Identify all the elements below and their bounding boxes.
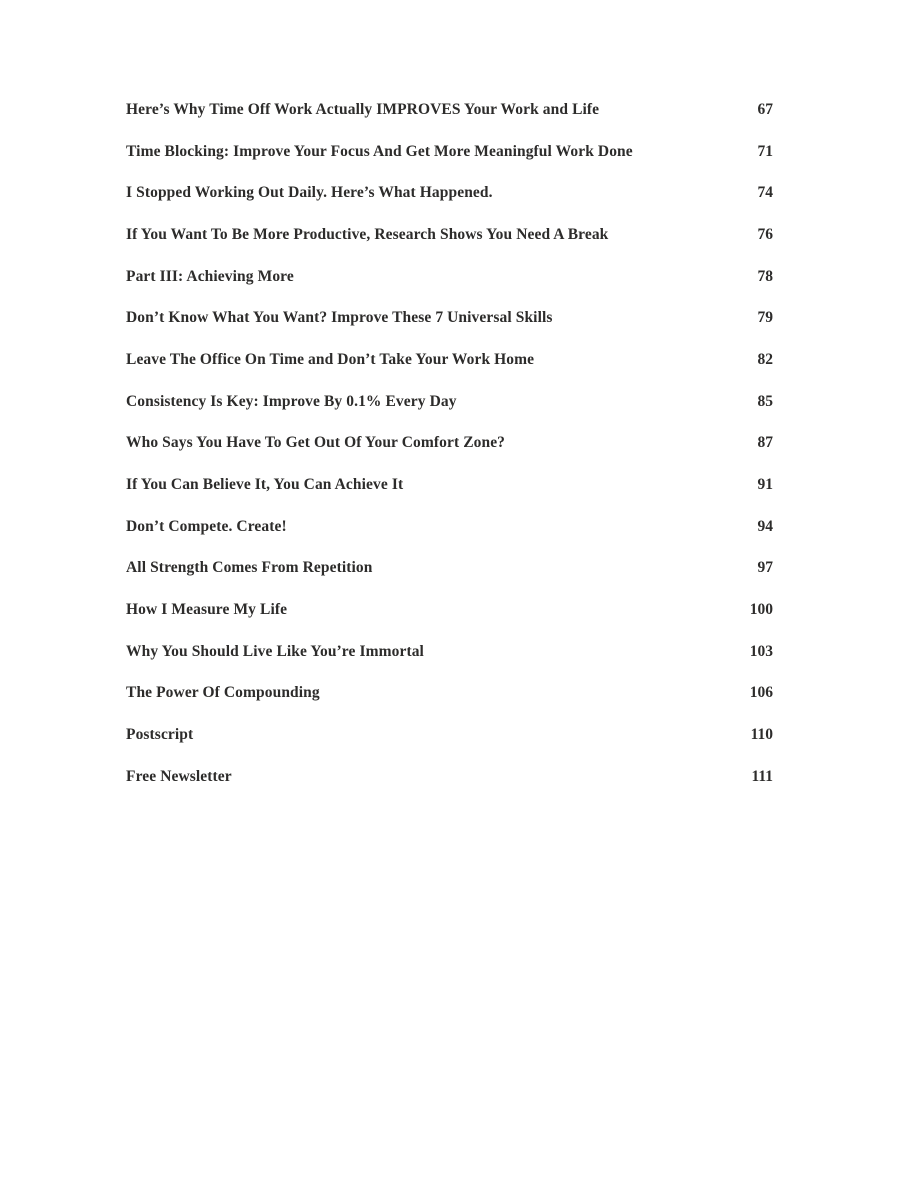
toc-entry[interactable]: [126, 714, 773, 756]
table-of-contents: [126, 89, 773, 798]
toc-entry-page-number: 82: [757, 350, 773, 368]
toc-entry-page-number: 100: [749, 601, 773, 619]
toc-entry[interactable]: [126, 756, 773, 798]
toc-entry[interactable]: [126, 673, 773, 715]
toc-entry-title[interactable]: Who Says You Have To Get Out Of Your Comfort Zone?: [126, 434, 506, 452]
toc-entry-title[interactable]: If You Can Believe It, You Can Achieve It: [126, 476, 404, 494]
toc-entry-page-number: 111: [751, 767, 773, 785]
toc-entry[interactable]: [126, 256, 773, 298]
toc-entry-title[interactable]: The Power Of Compounding: [126, 684, 320, 702]
toc-entry-page-number: 74: [757, 184, 773, 202]
toc-entry[interactable]: [126, 214, 773, 256]
toc-entry-page-number: 71: [757, 142, 773, 160]
toc-entry-page-number: 97: [757, 559, 773, 577]
toc-entry-title[interactable]: Time Blocking: Improve Your Focus And Get More Meaningful Work Done: [126, 142, 633, 160]
toc-entry-title[interactable]: Postscript: [126, 726, 194, 744]
toc-entry-page-number: 67: [757, 100, 773, 118]
toc-entry[interactable]: [126, 381, 773, 423]
toc-entry-title[interactable]: All Strength Comes From Repetition: [126, 559, 373, 577]
toc-entry-page-number: 79: [757, 309, 773, 327]
toc-entry-title[interactable]: Leave The Office On Time and Don’t Take Your Work Home: [126, 350, 535, 368]
toc-entry-page-number: 76: [757, 225, 773, 243]
toc-entry-page-number: 87: [757, 434, 773, 452]
toc-entry-title[interactable]: I Stopped Working Out Daily. Here’s What Happened.: [126, 184, 493, 202]
toc-entry-title[interactable]: Don’t Know What You Want? Improve These 7 Universal Skills: [126, 309, 553, 327]
toc-entry[interactable]: [126, 339, 773, 381]
toc-entry-page-number: 85: [757, 392, 773, 410]
toc-entry-title[interactable]: Part III: Achieving More: [126, 267, 294, 285]
toc-entry[interactable]: [126, 131, 773, 173]
toc-entry-page-number: 94: [757, 517, 773, 535]
toc-entry-title[interactable]: Why You Should Live Like You’re Immortal: [126, 642, 424, 660]
toc-entry-title[interactable]: Don’t Compete. Create!: [126, 517, 287, 535]
toc-entry-page-number: 103: [749, 642, 773, 660]
toc-entry-title[interactable]: Here’s Why Time Off Work Actually IMPROVES Your Work and Life: [126, 100, 600, 118]
toc-entry-title[interactable]: Free Newsletter: [126, 767, 232, 785]
toc-entry[interactable]: [126, 464, 773, 506]
toc-entry[interactable]: [126, 548, 773, 590]
toc-entry-page-number: 91: [757, 476, 773, 494]
toc-entry[interactable]: [126, 589, 773, 631]
toc-entry-page-number: 110: [750, 726, 773, 744]
toc-entry[interactable]: [126, 297, 773, 339]
toc-entry[interactable]: [126, 89, 773, 131]
toc-entry[interactable]: [126, 631, 773, 673]
toc-entry-page-number: 78: [757, 267, 773, 285]
toc-entry-title[interactable]: If You Want To Be More Productive, Research Shows You Need A Break: [126, 225, 609, 243]
toc-entry[interactable]: [126, 506, 773, 548]
toc-entry-page-number: 106: [749, 684, 773, 702]
toc-entry-title[interactable]: How I Measure My Life: [126, 601, 288, 619]
toc-entry[interactable]: [126, 423, 773, 465]
toc-entry[interactable]: [126, 172, 773, 214]
toc-entry-title[interactable]: Consistency Is Key: Improve By 0.1% Every Day: [126, 392, 457, 410]
